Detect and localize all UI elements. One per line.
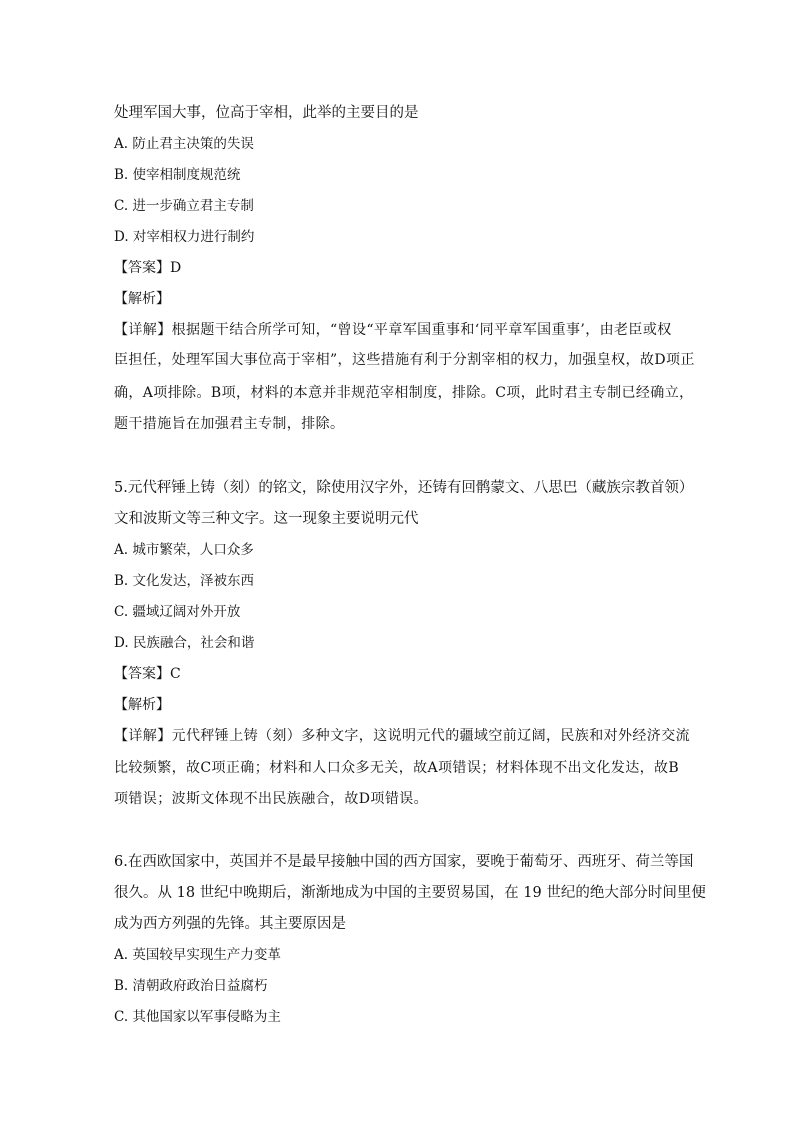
q6-option-a: A. 英国较早实现生产力变革 bbox=[114, 947, 281, 963]
q5-analysis-label: 【解析】 bbox=[114, 697, 170, 713]
q4-detail-line-3: 确，A项排除。B项，材料的本意并非规范宰相制度，排除。C项，此时君主专制已经确立， bbox=[114, 385, 694, 401]
q4-answer: 【答案】D bbox=[114, 260, 182, 276]
q4-detail-line-2: 臣担任，处理军国大事位高于宰相”，这些措施有利于分割宰相的权力，加强皇权，故D项正 bbox=[114, 352, 695, 368]
q5-stem-line-2: 文和波斯文等三种文字。这一现象主要说明元代 bbox=[114, 511, 419, 527]
q5-option-d: D. 民族融合，社会和谐 bbox=[114, 635, 255, 651]
q5-answer: 【答案】C bbox=[114, 666, 181, 682]
q6-option-c: C. 其他国家以军事侵略为主 bbox=[114, 1009, 281, 1025]
q4-stem-tail: 处理军国大事，位高于宰相，此举的主要目的是 bbox=[114, 105, 419, 121]
q4-analysis-label: 【解析】 bbox=[114, 291, 170, 307]
q4-option-d: D. 对宰相权力进行制约 bbox=[114, 229, 255, 245]
q5-detail-line-3: 项错误；波斯文体现不出民族融合，故D项错误。 bbox=[114, 791, 429, 807]
q5-option-c: C. 疆域辽阔对外开放 bbox=[114, 604, 241, 620]
q4-detail-line-4: 题干措施旨在加强君主专制，排除。 bbox=[114, 416, 345, 432]
q5-stem-line-1: 5.元代秤锤上铸（刻）的铭文，除使用汉字外，还铸有回鹘蒙文、八思巴（藏族宗教首领） bbox=[114, 480, 694, 496]
q6-stem-line-1: 6.在西欧国家中，英国并不是最早接触中国的西方国家，要晚于葡萄牙、西班牙、荷兰等国 bbox=[114, 854, 694, 870]
q5-detail-line-1: 【详解】元代秤锤上铸（刻）多种文字，这说明元代的疆域空前辽阔，民族和对外经济交流 bbox=[114, 728, 690, 744]
q6-option-b: B. 清朝政府政治日益腐朽 bbox=[114, 978, 268, 994]
q5-option-a: A. 城市繁荣，人口众多 bbox=[114, 542, 254, 558]
q6-stem-line-3: 成为西方列强的先锋。其主要原因是 bbox=[114, 916, 346, 932]
q5-option-b: B. 文化发达，泽被东西 bbox=[114, 573, 255, 589]
q4-detail-line-1: 【详解】根据题干结合所学可知，“曾设“平章军国重事和‘同平章军国重事’，由老臣或权 bbox=[114, 322, 672, 338]
q4-option-a: A. 防止君主决策的失误 bbox=[114, 136, 254, 152]
q6-stem-line-2: 很久。从 18 世纪中晚期后，渐渐地成为中国的主要贸易国，在 19 世纪的绝大部分时间里便 bbox=[114, 885, 706, 901]
q5-detail-line-2: 比较频繁，故C项正确；材料和人口众多无关，故A项错误；材料体现不出文化发达，故B bbox=[114, 760, 680, 776]
q4-option-c: C. 进一步确立君主专制 bbox=[114, 198, 254, 214]
q4-option-b: B. 使宰相制度规范统 bbox=[114, 167, 241, 183]
